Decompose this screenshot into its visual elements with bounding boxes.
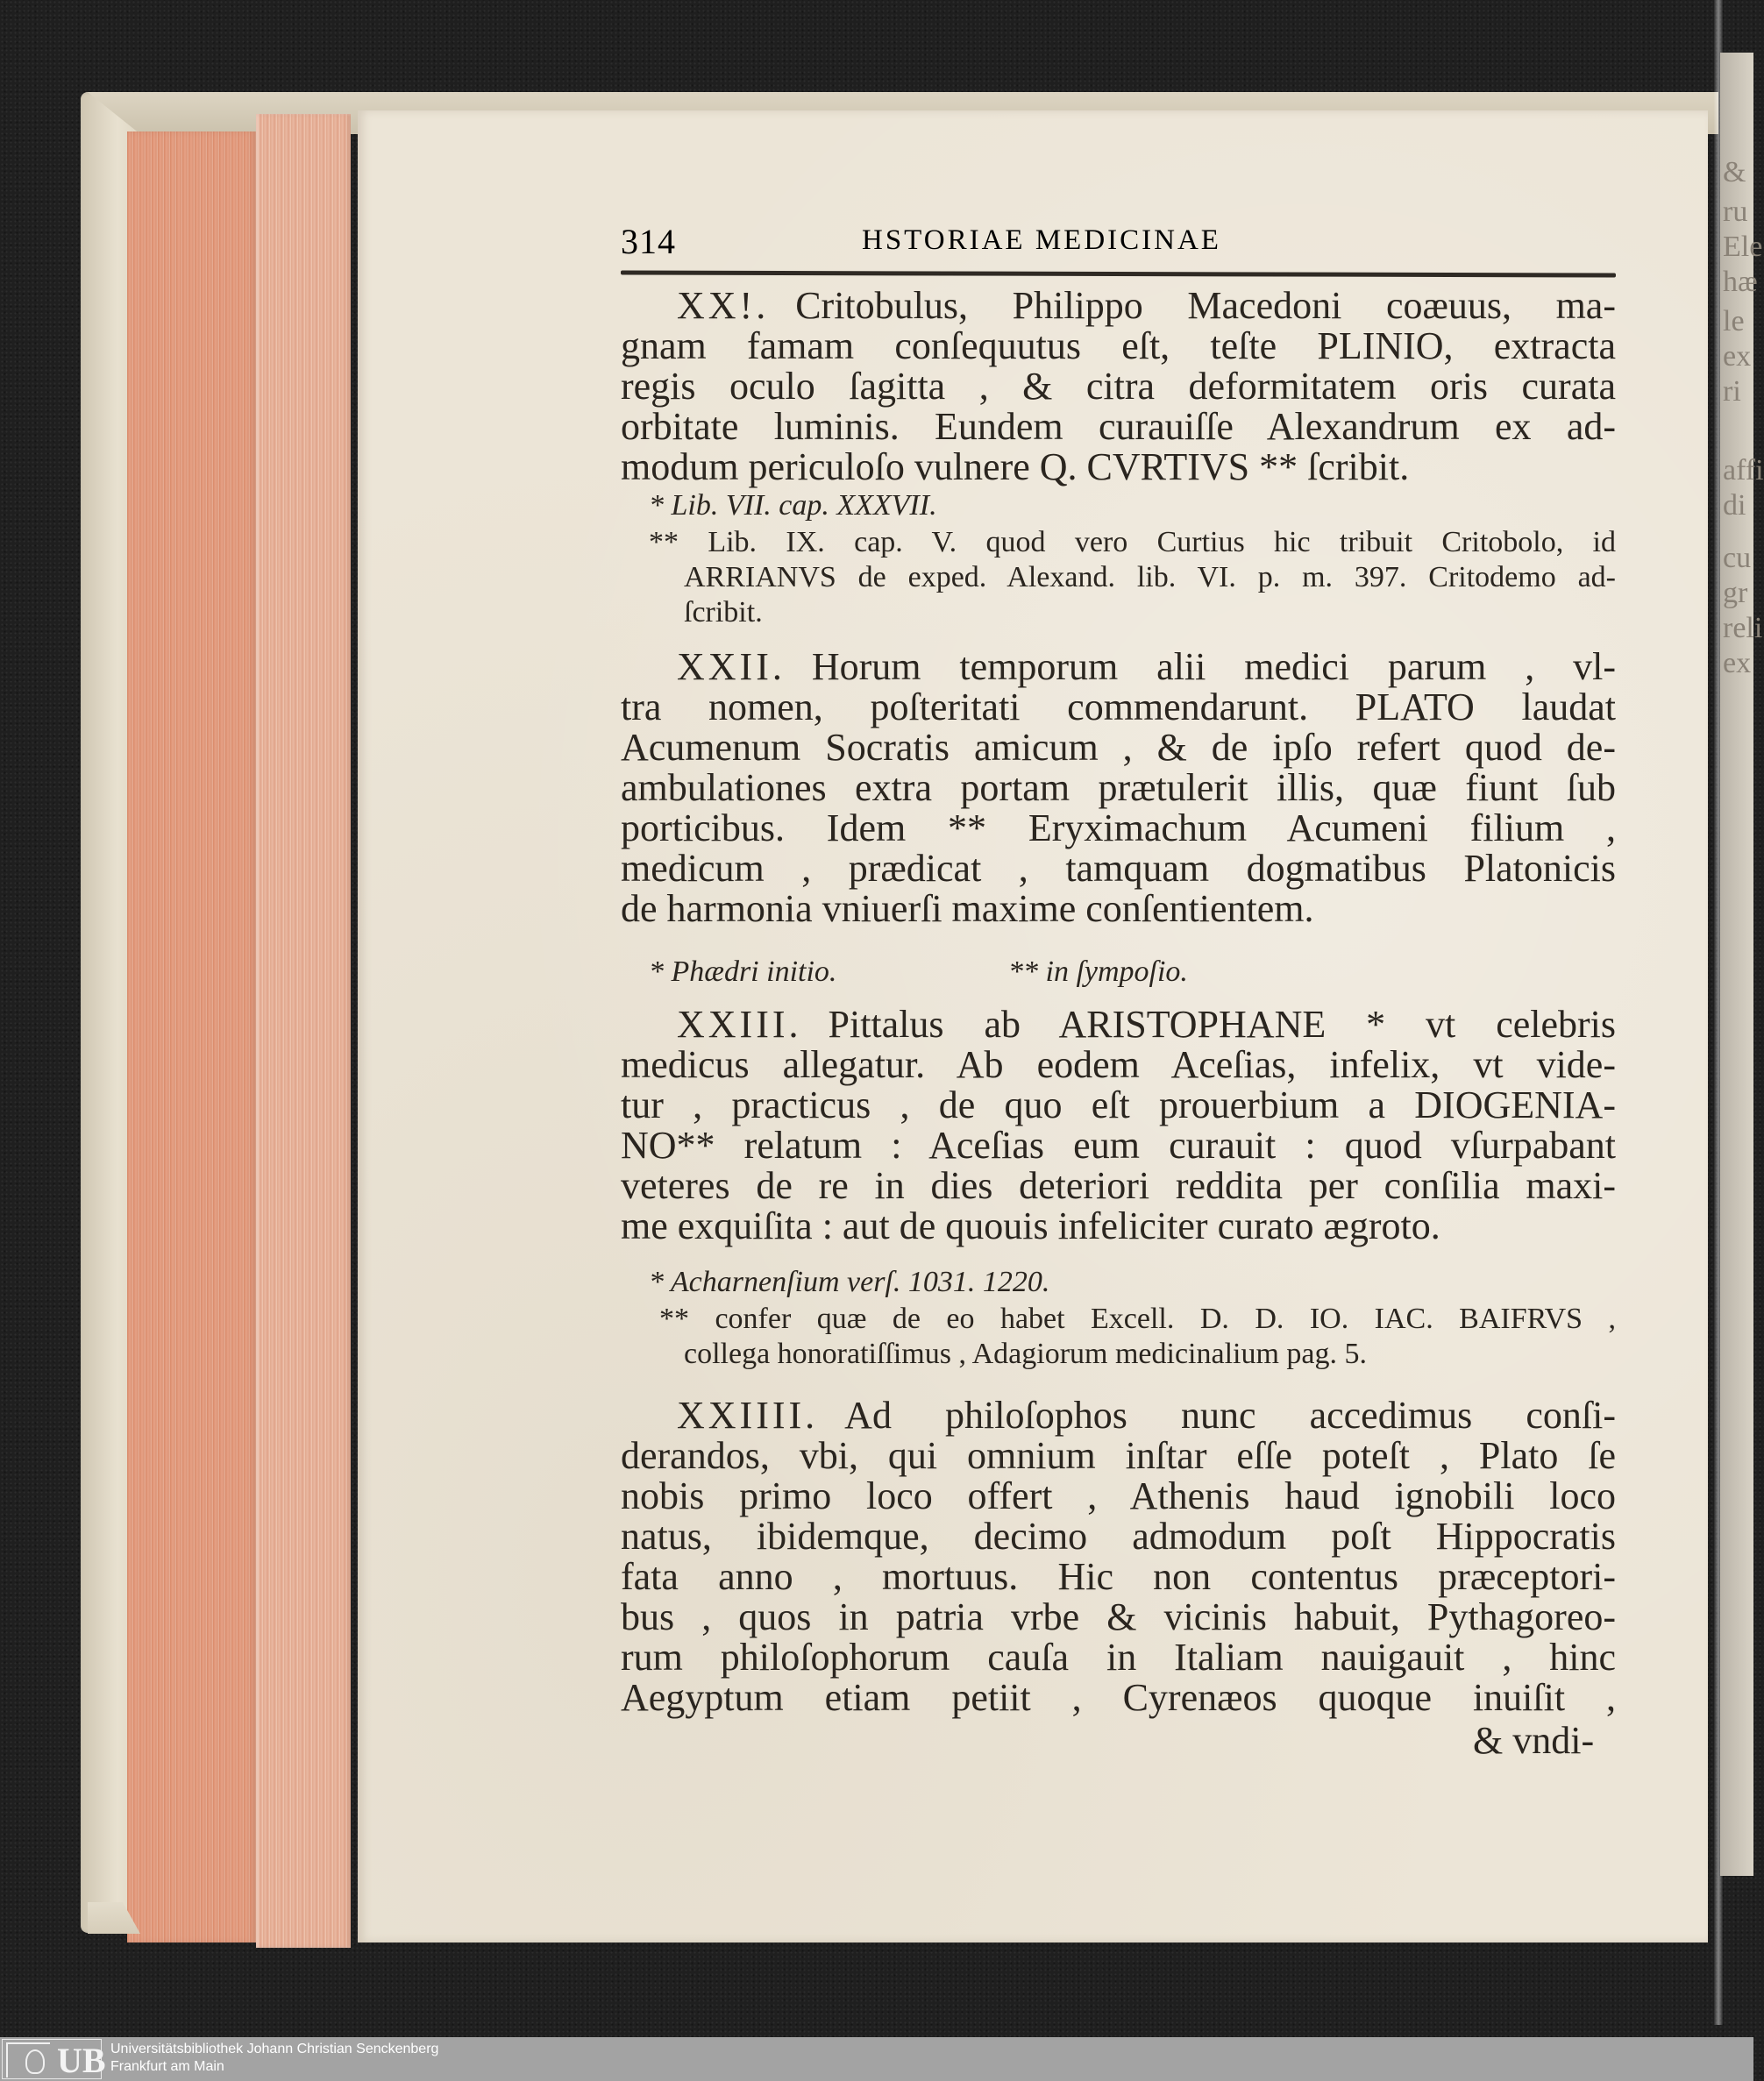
- paragraph-line: orbitate luminis. Eundem curauiſſe Alexandrum ex ad-: [621, 405, 1616, 448]
- facing-page-text-fragment: cu: [1723, 542, 1752, 574]
- facing-page-fragment: [1720, 53, 1764, 1876]
- paragraph-line: rum philoſophorum cauſa in Italiam nauigauit , hinc: [621, 1636, 1616, 1679]
- paragraph-line: fata anno , mortuus. Hic non contentus præceptori-: [621, 1555, 1616, 1598]
- paragraph-line: me exquiſita : aut de quouis infeliciter curato ægroto.: [621, 1204, 1440, 1247]
- facing-page-text-fragment: le: [1723, 305, 1745, 337]
- paragraph-line: natus, ibidemque, decimo admodum poſt Hippocratis: [621, 1515, 1616, 1558]
- section-numeral: XXIII.: [677, 1003, 802, 1046]
- footnote: ** Lib. IX. cap. V. quod vero Curtius hic tribuit Critobolo, id: [649, 526, 1616, 558]
- paragraph-line: tur , practicus , de quo eſt prouerbium a DIOGENIA-: [621, 1083, 1616, 1126]
- paragraph-line: XX!. Critobulus, Philippo Macedoni coæuus, ma-: [677, 284, 1616, 327]
- paragraph-line: medicus allegatur. Ab eodem Aceſias, infelix, vt vide-: [621, 1043, 1616, 1086]
- ub-logo-text: UB: [57, 2041, 106, 2080]
- paragraph-line: NO** relatum : Aceſias eum curauit : quod vſurpabant: [621, 1124, 1616, 1167]
- paragraph-line: porticibus. Idem ** Eryximachum Acumeni filium ,: [621, 806, 1616, 849]
- facing-page-text-fragment: ex: [1723, 647, 1752, 679]
- section-numeral: XX!.: [677, 284, 770, 327]
- paragraph-line: XXII. Horum temporum alii medici parum , vl-: [677, 645, 1616, 688]
- facing-page-text-fragment: reli: [1723, 612, 1763, 644]
- paragraph-line: gnam famam conſequutus eſt, teſte PLINIO, extracta: [621, 324, 1616, 367]
- footnote: * Phædri initio.: [649, 955, 837, 988]
- paragraph-line: ambulationes extra portam prætulerit illis, quæ fiunt ſub: [621, 766, 1616, 809]
- facing-page-text-fragment: ex: [1723, 340, 1752, 373]
- paragraph-line: tra nomen, poſteritati commendarunt. PLATO laudat: [621, 685, 1616, 728]
- running-title: HSTORIAE MEDICINAE: [862, 224, 1221, 256]
- paragraph-line: Acumenum Socratis amicum , & de ipſo refert quod de-: [621, 726, 1616, 769]
- paragraph-line: veteres de re in dies deteriori reddita per conſilia maxi-: [621, 1164, 1616, 1207]
- paragraph-line: XXIIII. Ad philoſophos nunc accedimus conſi-: [677, 1394, 1616, 1437]
- facing-page-text-fragment: gr: [1723, 577, 1748, 609]
- institution-location: Frankfurt am Main: [110, 2059, 224, 2074]
- paragraph-line: nobis primo loco offert , Athenis haud ignobili loco: [621, 1474, 1616, 1517]
- footnote: collega honoratiſſimus , Adagiorum medicinalium pag. 5.: [684, 1338, 1368, 1370]
- paragraph-line: medicum , prædicat , tamquam dogmatibus Platonicis: [621, 847, 1616, 890]
- paragraph-line: derandos, vbi, qui omnium inſtar eſſe poteſt , Plato ſe: [621, 1434, 1616, 1477]
- paragraph-line: modum periculoſo vulnere Q. CVRTIVS ** ſcribit.: [621, 445, 1410, 488]
- facing-page-text-fragment: &: [1723, 156, 1746, 188]
- paragraph-line: de harmonia vniuerſi maxime conſentientem.: [621, 887, 1314, 930]
- page-number: 314: [621, 222, 676, 261]
- paragraph-line: bus , quos in patria vrbe & vicinis habuit, Pythagoreo-: [621, 1595, 1616, 1638]
- paragraph-line: Aegyptum etiam petiit , Cyrenæos quoque inuiſit ,: [621, 1676, 1616, 1719]
- institution-name: Universitätsbibliothek Johann Christian Senckenberg: [110, 2042, 439, 2056]
- catchword: & vndi-: [1473, 1719, 1595, 1762]
- footer-bar: [0, 2037, 1753, 2081]
- paragraph-line: XXIII. Pittalus ab ARISTOPHANE * vt celebris: [677, 1003, 1616, 1046]
- section-numeral: XXIIII.: [677, 1394, 819, 1437]
- page-edges-outer: [127, 131, 257, 1943]
- page-edges-inner: [256, 114, 351, 1948]
- facing-page-text-fragment: ri: [1723, 375, 1741, 408]
- facing-page-text-fragment: affi: [1723, 454, 1764, 487]
- facing-page-text-fragment: ru: [1723, 195, 1748, 228]
- footnote: * Lib. VII. cap. XXXVII.: [649, 489, 937, 522]
- ub-logo[interactable]: [2, 2039, 106, 2080]
- footnote: ** in ſympoſio.: [1008, 955, 1188, 988]
- footnote: * Acharnenſium verſ. 1031. 1220.: [649, 1266, 1050, 1298]
- paragraph-line: regis oculo ſagitta , & citra deformitatem oris curata: [621, 365, 1616, 408]
- facing-page-text-fragment: di: [1723, 489, 1746, 522]
- footnote: ** confer quæ de eo habet Excell. D. D. IO. IAC. BAIFRVS ,: [659, 1303, 1616, 1335]
- ub-portrait-icon: [6, 2042, 50, 2077]
- footnote: ſcribit.: [684, 596, 763, 629]
- running-head: [621, 221, 1616, 265]
- facing-page-text-fragment: hæ: [1723, 266, 1758, 298]
- facing-page-text-fragment: Ele: [1723, 231, 1763, 263]
- footnote: ARRIANVS de exped. Alexand. lib. VI. p. m. 397. Critodemo ad-: [684, 561, 1616, 593]
- section-numeral: XXII.: [677, 645, 786, 688]
